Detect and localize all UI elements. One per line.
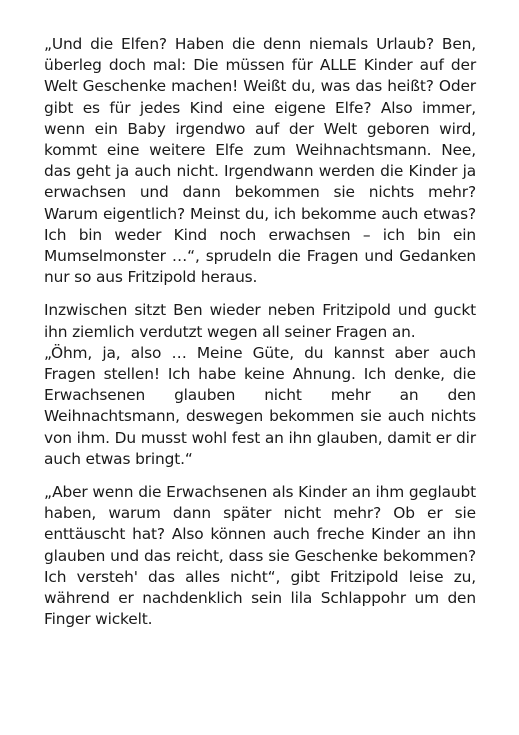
book-page: [44, 34, 476, 630]
paragraph-fritzipold-questions: „Und die Elfen? Haben die denn niemals Urlaub? Ben, überleg doch mal: Die müssen für ALLE Kinder auf der Welt Geschenke machen! Weißt du, was das heißt? Oder gibt es für jedes Kind eine eigene Elfe? Also immer, wenn ein Baby irgendwo auf der Welt geboren wird, kommt eine weitere Elfe zum Weihnachtsmann. Nee, das geht ja auch nicht. Irgendwann werden die Kinder ja erwachsen und dann bekommen sie nichts mehr? Warum eigentlich? Meinst du, ich bekomme auch etwas? Ich bin weder Kind noch erwachsen – ich bin ein Mumselmonster …“, sprudeln die Fragen und Gedanken nur so aus Fritzipold heraus.: [44, 35, 476, 287]
paragraph-spacer: [44, 470, 476, 482]
paragraph-ben-answer: „Öhm, ja, also … Meine Güte, du kannst aber auch Fragen stellen! Ich habe keine Ahnung. Ich denke, die Erwachsenen glauben nicht mehr an den Weihnachtsmann, deswegen bekommen sie auch nichts von ihm. Du musst wohl fest an ihn glauben, damit er dir auch etwas bringt.“: [44, 343, 476, 468]
paragraph-fritzipold-reply: „Aber wenn die Erwachsenen als Kinder an ihm geglaubt haben, warum dann später nicht mehr? Ob er sie enttäuscht hat? Also können auch freche Kinder an ihn glauben und das reicht, dass sie Geschenke bekommen? Ich versteh' das alles nicht“, gibt Fritzipold leise zu, während er nachdenklich sein lila Schlappohr um den Finger wickelt.: [44, 483, 476, 629]
paragraph-spacer: [44, 288, 476, 300]
paragraph-ben-sits: Inzwischen sitzt Ben wieder neben Fritzipold und guckt ihn ziemlich verdutzt wegen all seiner Fragen an.: [44, 301, 476, 341]
